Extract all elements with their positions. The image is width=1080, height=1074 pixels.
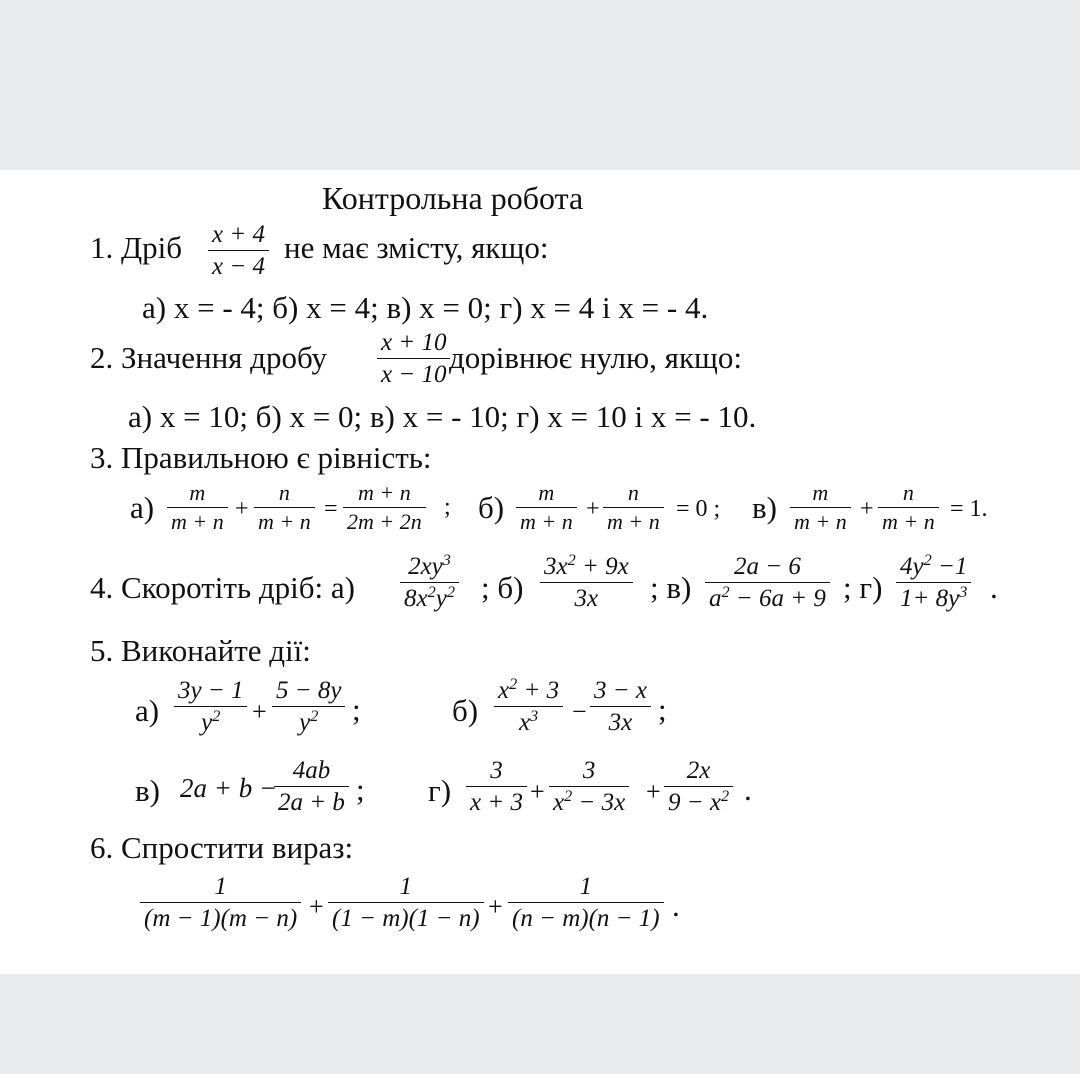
semicolon: ; xyxy=(658,692,667,727)
task3-b-frac2 xyxy=(603,482,664,533)
task4-sep-v: ; в) xyxy=(650,570,692,605)
task5-g-frac1 xyxy=(466,758,527,815)
task1-fraction xyxy=(208,222,269,279)
plus-sign: + xyxy=(860,496,874,522)
page-title: Контрольна робота xyxy=(322,180,584,216)
task3-v-rhs: = 1. xyxy=(950,496,988,522)
task3-a-frac3 xyxy=(343,482,426,533)
plus-sign: + xyxy=(646,777,661,806)
task3-b-rhs: = 0 ; xyxy=(676,496,721,522)
denominator: m + n xyxy=(607,509,660,534)
task4-frac-v xyxy=(705,554,830,611)
worksheet-page xyxy=(0,170,1080,974)
plus-sign: + xyxy=(309,892,324,921)
task3-v-frac1 xyxy=(790,482,851,533)
task3-a-frac1 xyxy=(167,482,228,533)
numerator: 3 − x xyxy=(594,677,647,704)
denominator: $x^2 - 3x$ xyxy=(553,787,626,816)
task6-heading: 6. Спростити вираз: xyxy=(90,830,354,865)
denominator: (m − 1)(m − n) xyxy=(144,905,298,932)
numerator: 2a − 6 xyxy=(734,553,801,580)
task5-g-frac3 xyxy=(664,758,733,815)
task2-fraction-numerator: x + 10 xyxy=(381,329,447,356)
task2-fraction-denominator: x − 10 xyxy=(381,361,447,388)
numerator: 4ab xyxy=(292,757,331,784)
task2-options: а) х = 10; б) х = 0; в) х = - 10; г) х = 10 і х = - 10. xyxy=(128,399,757,434)
task5-a-frac1 xyxy=(174,678,247,735)
numerator: m xyxy=(538,480,555,505)
denominator: x + 3 xyxy=(470,789,523,816)
task5-label-a: а) xyxy=(135,693,160,728)
numerator: $2xy^3$ xyxy=(408,551,451,580)
denominator: m + n xyxy=(794,509,847,534)
task3-heading: 3. Правильною є рівність: xyxy=(90,440,432,475)
denominator: m + n xyxy=(520,509,573,534)
denominator: m + n xyxy=(171,509,224,534)
numerator: m + n xyxy=(358,480,411,505)
plus-sign: + xyxy=(530,777,545,806)
numerator: 3y − 1 xyxy=(178,677,244,704)
task5-a-frac2 xyxy=(272,678,345,735)
task4-sep-b: ; б) xyxy=(481,570,524,605)
plus-sign: + xyxy=(252,697,267,726)
period: . xyxy=(744,772,752,807)
denominator: (n − m)(n − 1) xyxy=(512,905,660,932)
task5-b-frac2 xyxy=(590,678,651,735)
denominator: (1 − m)(1 − n) xyxy=(332,905,480,932)
task5-v-frac xyxy=(274,758,349,815)
task3-label-v: в) xyxy=(752,490,777,525)
task3-b-frac1 xyxy=(516,482,577,533)
period: . xyxy=(672,888,680,923)
denominator: $y^2$ xyxy=(299,707,319,736)
task1-prefix: 1. Дріб xyxy=(90,230,183,265)
task3-label-b: б) xyxy=(478,490,505,525)
task4-frac-b xyxy=(540,551,633,612)
numerator: n xyxy=(627,480,639,505)
numerator: m xyxy=(812,480,829,505)
denominator: $1+ 8y^3$ xyxy=(900,583,968,612)
denominator: m + n xyxy=(258,509,311,534)
task2-fraction xyxy=(377,330,450,387)
task5-heading: 5. Виконайте дії: xyxy=(90,633,311,668)
task4-end: . xyxy=(990,570,998,605)
plus-sign: + xyxy=(235,496,249,522)
numerator: 2x xyxy=(686,757,711,784)
task1-suffix: не має змісту, якщо: xyxy=(284,230,549,265)
numerator: 3 xyxy=(582,757,596,784)
minus-sign: − xyxy=(572,697,587,726)
semicolon: ; xyxy=(356,772,365,807)
equals-sign: = xyxy=(324,496,338,522)
denominator: $8x^2y^2$ xyxy=(404,583,455,612)
denominator: $y^2$ xyxy=(201,707,221,736)
task3-label-a: а) xyxy=(130,490,155,525)
plus-sign: + xyxy=(586,496,600,522)
numerator: 1 xyxy=(214,873,227,900)
denominator: m + n xyxy=(882,509,935,534)
numerator: 3 xyxy=(490,757,503,784)
task6-frac2 xyxy=(328,874,484,931)
task5-label-v: в) xyxy=(135,773,160,808)
denominator: 3x xyxy=(574,585,599,612)
denominator: 2a + b xyxy=(278,789,345,816)
task5-b-frac1 xyxy=(494,675,563,736)
numerator: $x^2 + 3$ xyxy=(498,675,560,704)
numerator: 5 − 8y xyxy=(276,677,342,704)
task5-label-b: б) xyxy=(452,693,479,728)
task4-frac-g xyxy=(896,551,971,612)
task2-prefix: 2. Значення дробу xyxy=(90,340,328,375)
denominator: $a^2 - 6a + 9$ xyxy=(709,583,826,612)
task4-sep-g: ; г) xyxy=(843,570,883,605)
semicolon: ; xyxy=(352,692,361,727)
task4-frac-a xyxy=(400,551,459,612)
task6-frac3 xyxy=(508,874,664,931)
task5-label-g: г) xyxy=(428,773,452,808)
task1-options: а) х = - 4; б) х = 4; в) х = 0; г) х = 4 і х = - 4. xyxy=(142,290,709,325)
task2-suffix: дорівнює нулю, якщо: xyxy=(449,340,742,375)
denominator: 2m + 2n xyxy=(347,509,422,534)
task4-prefix: 4. Скоротіть дріб: а) xyxy=(90,570,355,605)
task1-fraction-denominator: x − 4 xyxy=(212,253,265,280)
task6-frac1 xyxy=(140,874,301,931)
numerator: n xyxy=(902,480,914,505)
denominator: 3x xyxy=(608,709,633,736)
denominator: $x^3$ xyxy=(518,707,539,736)
denominator: $9 - x^2$ xyxy=(668,787,730,816)
numerator: $4y^2 -1$ xyxy=(900,551,968,580)
numerator: $3x^2 + 9x$ xyxy=(544,551,629,580)
numerator: 1 xyxy=(399,873,413,900)
semicolon: ; xyxy=(444,494,451,520)
numerator: 1 xyxy=(579,873,593,900)
task1-fraction-numerator: x + 4 xyxy=(212,221,265,248)
task5-g-frac2 xyxy=(549,758,629,815)
task5-v-lead: 2a + b − xyxy=(180,773,278,803)
task3-a-frac2 xyxy=(254,482,315,533)
task3-v-frac2 xyxy=(878,482,939,533)
numerator: n xyxy=(278,480,290,505)
numerator: m xyxy=(189,480,206,505)
plus-sign: + xyxy=(488,892,503,921)
